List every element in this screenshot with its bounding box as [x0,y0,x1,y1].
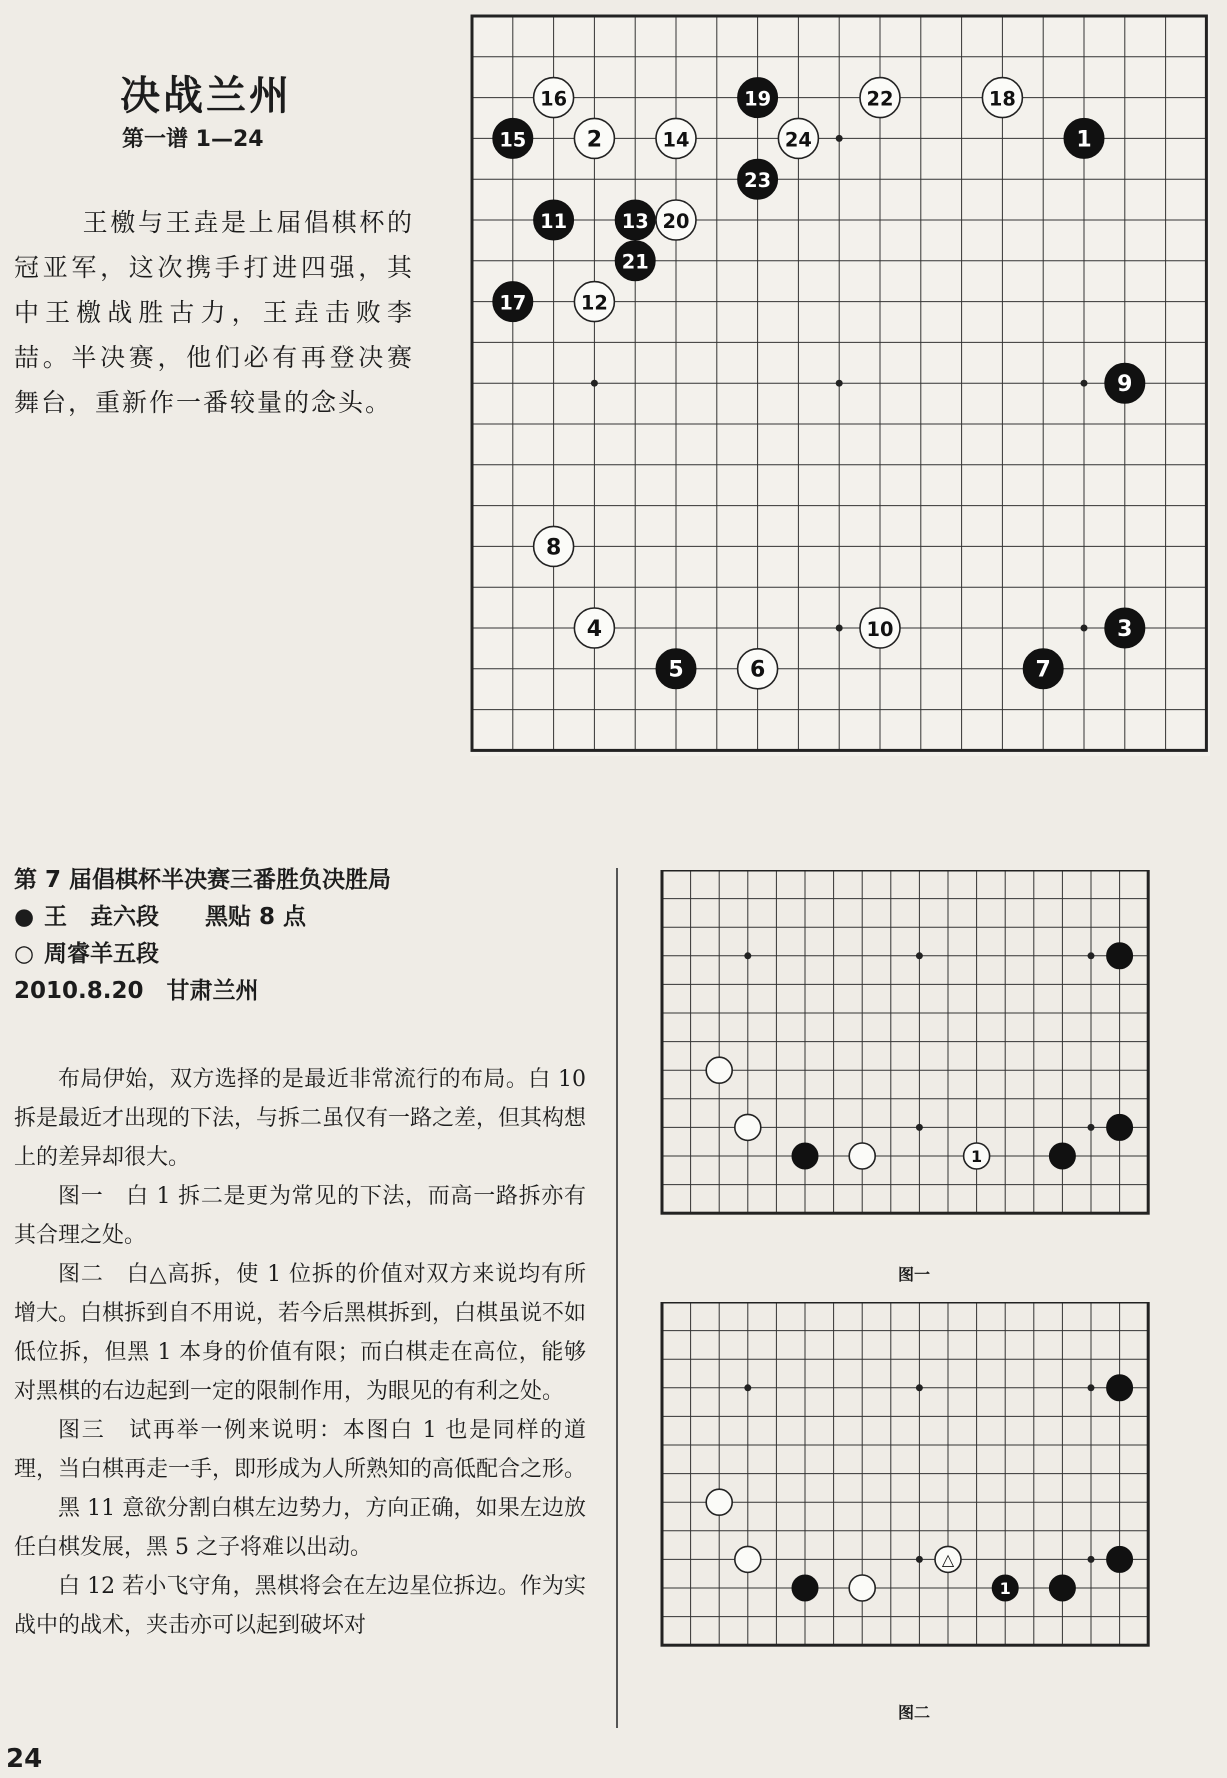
diagram-2-caption: 图二 [898,1703,931,1722]
intro-paragraph [14,200,414,425]
move-number: 16 [540,87,568,111]
black-stone [615,200,655,240]
star-point [1088,1556,1095,1563]
move-number: 19 [744,87,772,111]
article-title: 决战兰州 [120,73,292,119]
white-stone [778,118,818,158]
black-stone [493,118,533,158]
move-number: 10 [866,617,894,641]
move-number: 13 [621,209,649,233]
star-point [1081,625,1088,632]
move-number: 22 [866,87,894,111]
white-player-line [14,936,614,973]
diagram-1-board [660,870,1180,1236]
black-stone [1049,1575,1075,1601]
move-number: 21 [621,250,649,274]
star-point [916,1556,923,1563]
black-stone [493,282,533,322]
move-number: 1 [999,1578,1011,1598]
move-number: 4 [586,616,603,642]
move-number: 23 [744,169,772,193]
move-number: 24 [784,128,812,152]
black-stone [534,200,574,240]
commentary [14,1060,586,1645]
star-point [1088,1384,1095,1391]
star-point [916,1384,923,1391]
move-number: 18 [988,87,1016,111]
move-number: 9 [1117,372,1133,398]
black-stone [1023,649,1063,689]
white-stone [738,649,778,689]
commentary-paragraph: 布局伊始，双方选择的是最近非常流行的布局。白 10 拆是最近才出现的下法，与拆二虽仅有一路之差，但其构想上的差异却很大。 [14,1067,587,1170]
black-player: 王 垚六段 黑贴 8 点 [44,904,307,930]
move-number: 1 [971,1146,983,1166]
game-info [14,862,614,1010]
black-stone [1107,1114,1133,1140]
black-stone [1107,943,1133,969]
move-number: △ [941,1550,955,1570]
white-stone [982,78,1022,118]
page-number: 24 [6,1744,43,1774]
star-point [1088,952,1095,959]
move-number: 12 [580,291,608,315]
white-stone-icon: ○ [14,941,35,967]
date-place: 2010.8.20 甘肃兰州 [14,978,259,1004]
move-number: 1 [1076,127,1092,153]
intro-text: 王檄与王垚是上届倡棋杯的冠亚军，这次携手打进四强，其中王檄战胜古力，王垚击败李喆。半决赛，他们必有再登决赛舞台，重新作一番较量的念头。 [14,208,414,417]
white-stone [964,1143,990,1169]
star-point [591,380,598,387]
commentary-paragraph: 图二 白△高拆，使 1 位拆的价值对双方来说均有所增大。白棋拆到自不用说，若今后黑棋拆到，白棋虽说不如低位拆，但黑 1 本身的价值有限；而白棋走在高位，能够对黑棋的右边起到一定的限制作用，为眼见的有利之处。 [14,1262,587,1404]
move-number: 5 [668,657,684,683]
star-point [744,1384,751,1391]
move-number: 11 [540,209,568,233]
move-number: 7 [1035,657,1051,683]
star-point [836,135,843,142]
black-player-line [14,899,614,936]
white-stone [735,1546,761,1572]
black-stone [992,1575,1018,1601]
black-stone [656,649,696,689]
star-point [836,380,843,387]
move-number: 3 [1117,616,1133,642]
white-stone [706,1489,732,1515]
black-stone [792,1143,818,1169]
star-point [1081,380,1088,387]
white-stone [534,526,574,566]
move-number: 2 [586,127,603,153]
white-stone [735,1114,761,1140]
main-go-board [470,14,1210,756]
commentary-paragraph: 图一 白 1 拆二是更为常见的下法，而高一路拆亦有其合理之处。 [14,1184,586,1248]
diagram-2-board [660,1302,1180,1686]
black-stone [738,159,778,199]
black-stone [792,1575,818,1601]
commentary-paragraph: 图三 试再举一例来说明：本图白 1 也是同样的道理，当白棋再走一手，即形成为人所熟知的高低配合之形。 [14,1418,587,1482]
move-number: 20 [662,209,690,233]
star-point [836,625,843,632]
black-stone [1107,1375,1133,1401]
white-stone [574,118,614,158]
white-stone [574,608,614,648]
black-stone-icon: ● [14,904,35,930]
white-player: 周睿羊五段 [44,941,159,967]
commentary-paragraph: 白 12 若小飞守角，黑棋将会在左边星位拆边。作为实战中的战术，夹击亦可以起到破坏对 [14,1574,586,1638]
move-number: 6 [749,657,766,683]
black-stone [1049,1143,1075,1169]
white-stone [849,1575,875,1601]
commentary-paragraph: 黑 11 意欲分割白棋左边势力，方向正确，如果左边放任白棋发展，黑 5 之子将难以出动。 [14,1496,586,1560]
white-stone [574,282,614,322]
star-point [916,952,923,959]
black-stone [1105,608,1145,648]
move-number: 17 [499,291,527,315]
move-number: 8 [545,535,562,561]
move-number: 15 [499,128,527,152]
star-point [744,952,751,959]
black-stone [615,241,655,281]
white-stone [534,78,574,118]
star-point [1088,1124,1095,1131]
white-stone [706,1057,732,1083]
white-stone [656,200,696,240]
star-point [916,1124,923,1131]
black-stone [1105,363,1145,403]
white-stone [849,1143,875,1169]
diagram-1-caption: 图一 [898,1265,931,1284]
white-stone [860,78,900,118]
white-stone [656,118,696,158]
column-divider [616,868,618,1728]
black-stone [738,78,778,118]
white-stone [860,608,900,648]
white-stone [935,1546,961,1572]
black-stone [1107,1546,1133,1572]
black-stone [1064,118,1104,158]
move-number: 14 [662,128,690,152]
record-subtitle: 第一谱 1—24 [122,127,264,152]
event-name: 第 7 届倡棋杯半决赛三番胜负决胜局 [14,867,392,893]
